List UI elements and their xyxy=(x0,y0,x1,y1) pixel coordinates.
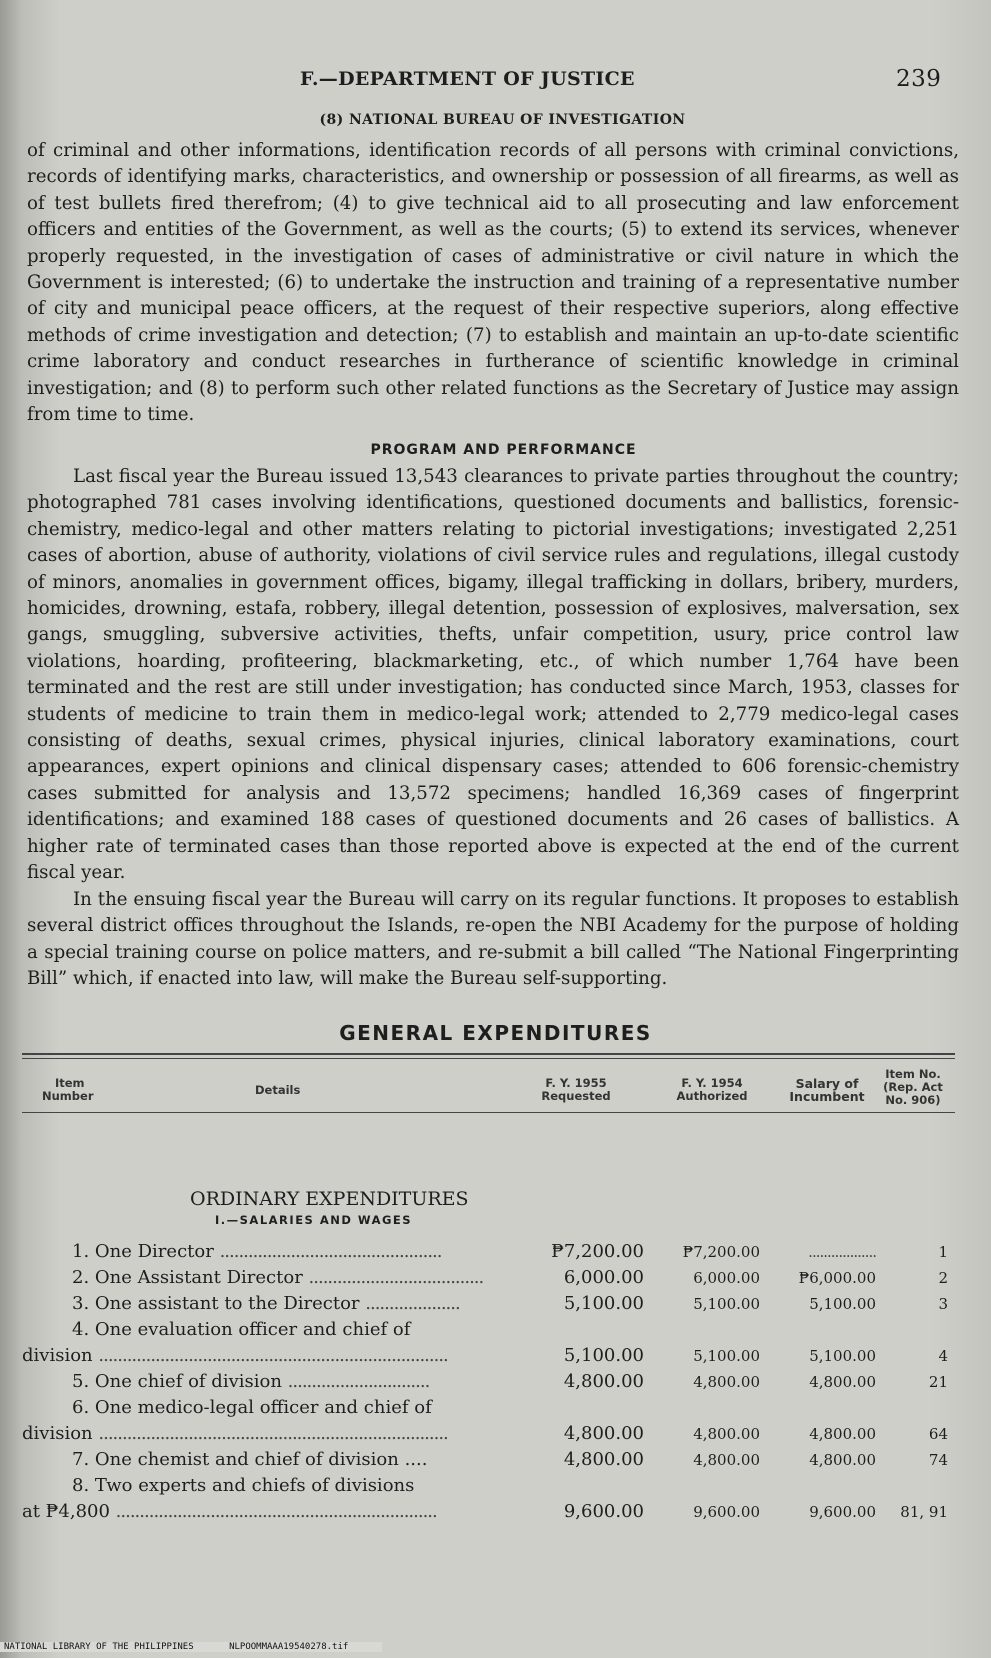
leader-dots: ..................................... xyxy=(308,1267,484,1288)
general-expenditures-heading: GENERAL EXPENDITURES xyxy=(339,1021,652,1045)
row-details-line1: 4. One evaluation officer and chief of xyxy=(72,1319,411,1340)
row-authorized: 9,600.00 xyxy=(693,1503,760,1521)
row-item-no: 2 xyxy=(938,1269,948,1287)
row-details xyxy=(22,1345,490,1366)
row-requested: 4,800.00 xyxy=(563,1371,644,1392)
leader-dots: .......................................................................... xyxy=(98,1345,448,1366)
table-top-rule-thin xyxy=(22,1058,955,1059)
row-requested: ₱7,200.00 xyxy=(551,1241,644,1262)
page-header xyxy=(0,62,991,98)
row-details xyxy=(72,1371,490,1392)
salaries-heading: I.—SALARIES AND WAGES xyxy=(215,1213,413,1227)
col-salary-line2: Incumbent xyxy=(789,1089,865,1104)
col-fy1955 xyxy=(534,1077,618,1103)
row-salary: 9,600.00 xyxy=(809,1503,876,1521)
row-salary: 4,800.00 xyxy=(809,1425,876,1443)
row-requested: 4,800.00 xyxy=(563,1423,644,1444)
col-fy1955-line2: Requested xyxy=(541,1089,611,1103)
table-row xyxy=(0,1267,991,1293)
row-item-no: 64 xyxy=(928,1425,948,1443)
table-row xyxy=(0,1241,991,1267)
row-item-no: 81, 91 xyxy=(900,1503,948,1521)
row-details-text: division xyxy=(22,1423,93,1444)
col-salary xyxy=(787,1077,867,1103)
table-row xyxy=(0,1423,991,1449)
row-salary: ₱6,000.00 xyxy=(798,1269,876,1287)
section-subtitle: (8) NATIONAL BUREAU OF INVESTIGATION xyxy=(319,112,686,128)
program-heading: PROGRAM AND PERFORMANCE xyxy=(370,442,637,458)
row-authorized: 4,800.00 xyxy=(693,1451,760,1469)
col-salary-line1: Salary of xyxy=(795,1076,859,1091)
table-row xyxy=(0,1449,991,1475)
performance-paragraph: Last fiscal year the Bureau issued 13,543 clearances to private parties throughout the country; photographed 781 cases involving identifications, questioned documents and ballistics, forensic-chemistry, medico-legal and other matters relating to pictorial investigations; investigated 2,251 cases of abortion, abuse of authority, violations of civil service rules and regulations, illegal custody of minors, anomalies in government offices, bigamy, illegal trafficking in dollars, bribery, murders, homicides, drowning, estafa, robbery, illegal detention, possession of explosives, malversation, sex gangs, smuggling, subversive activities, thefts, unfair competition, usury, price control law violations, hoarding, profiteering, blackmarketing, etc., of which number 1,764 have been terminated and the rest are still under investigation; has conducted since March, 1953, classes for students of medicine to train them in medico-legal work; attended to 2,779 medico-legal cases consisting of deaths, sexual crimes, physical injuries, clinical laboratory examinations, court appearances, expert opinions and clinical dispensary cases; attended to 606 forensic-chemistry cases submitted for analysis and 13,572 specimens; handled 16,369 cases of fingerprint identifications; and examined 188 cases of questioned documents and 26 cases of ballistics. A higher rate of terminated cases than those reported above is expected at the end of the current fiscal year. xyxy=(27,466,959,884)
row-salary: 4,800.00 xyxy=(809,1451,876,1469)
row-requested: 5,100.00 xyxy=(563,1345,644,1366)
row-item-no: 4 xyxy=(938,1347,948,1365)
row-details xyxy=(72,1293,490,1314)
table-header-rule xyxy=(22,1112,955,1113)
row-details xyxy=(72,1267,490,1288)
page-number: 239 xyxy=(896,66,942,92)
row-authorized: 5,100.00 xyxy=(693,1295,760,1313)
footer-file: NLPOOMMAAA19540278.tif xyxy=(229,1642,349,1652)
row-details xyxy=(72,1241,490,1262)
row-details xyxy=(22,1423,490,1444)
col-item-number-line2: Number xyxy=(42,1089,94,1103)
leader-dots: .............................. xyxy=(287,1371,430,1392)
leader-dots: .................. xyxy=(808,1243,876,1261)
table-row xyxy=(0,1371,991,1397)
row-salary: 5,100.00 xyxy=(809,1347,876,1365)
table-top-rule xyxy=(22,1053,955,1055)
row-authorized: ₱7,200.00 xyxy=(682,1243,760,1261)
table-row xyxy=(0,1345,991,1371)
intro-paragraph: of criminal and other informations, identification records of all persons with criminal convictions, records of identifying marks, characteristics, and ownership or possession of all firearms, as well as of test bullets fired therefrom; (4) to give technical aid to all prosecuting and law enforcement officers and entities of the Government, as well as the courts; (5) to extend its services, whenever properly requested, in the investigation of cases of administrative or civil nature in which the Government is interested; (6) to undertake the instruction and training of a representative number of city and municipal peace officers, at the request of their respective superiors, along effective methods of crime investigation and detection; (7) to establish and maintain an up-to-date scientific crime laboratory and conduct researches in furtherance of scientific knowledge in criminal investigation; and (8) to perform such other related functions as the Secretary of Justice may assign from time to time. xyxy=(27,140,959,426)
row-requested: 4,800.00 xyxy=(563,1449,644,1470)
leader-dots: ............................................... xyxy=(219,1241,442,1262)
row-requested: 9,600.00 xyxy=(563,1501,644,1522)
col-item-number-line1: Item xyxy=(54,1076,85,1090)
leader-dots: .......................................................................... xyxy=(98,1423,448,1444)
row-item-no: 3 xyxy=(938,1295,948,1313)
row-details-line1: 8. Two experts and chiefs of divisions xyxy=(72,1475,415,1496)
col-item-no-line1: Item No. xyxy=(885,1067,941,1081)
row-details-text: 2. One Assistant Director xyxy=(72,1267,303,1288)
row-details-text: division xyxy=(22,1345,93,1366)
row-details: 7. One chemist and chief of division .... xyxy=(72,1449,428,1470)
row-details-text: 1. One Director xyxy=(72,1241,214,1262)
row-requested: 6,000.00 xyxy=(563,1267,644,1288)
col-fy1954-line2: Authorized xyxy=(676,1089,748,1103)
row-requested: 5,100.00 xyxy=(563,1293,644,1314)
col-details: Details xyxy=(255,1083,301,1097)
footer-library: NATIONAL LIBRARY OF THE PHILIPPINES xyxy=(4,1642,194,1652)
row-salary xyxy=(780,1243,876,1261)
row-details-text: at ₱4,800 xyxy=(22,1501,110,1522)
row-details xyxy=(22,1501,490,1522)
leader-dots: .................... xyxy=(365,1293,460,1314)
table-row xyxy=(0,1293,991,1319)
row-authorized: 4,800.00 xyxy=(693,1425,760,1443)
ordinary-expenditures-heading: ORDINARY EXPENDITURES xyxy=(190,1188,469,1210)
row-item-no: 21 xyxy=(928,1373,948,1391)
table-row xyxy=(0,1501,991,1527)
page-title: F.—DEPARTMENT OF JUSTICE xyxy=(300,68,635,90)
row-authorized: 5,100.00 xyxy=(693,1347,760,1365)
col-fy1955-line1: F. Y. 1955 xyxy=(545,1076,607,1090)
col-item-no xyxy=(875,1068,951,1107)
col-item-no-line2: (Rep. Act xyxy=(883,1080,943,1094)
row-authorized: 4,800.00 xyxy=(693,1373,760,1391)
row-salary: 5,100.00 xyxy=(809,1295,876,1313)
row-details-line1: 6. One medico-legal officer and chief of xyxy=(72,1397,432,1418)
col-item-number xyxy=(42,1077,94,1103)
row-salary: 4,800.00 xyxy=(809,1373,876,1391)
col-fy1954-line1: F. Y. 1954 xyxy=(681,1076,743,1090)
row-item-no: 74 xyxy=(928,1451,948,1469)
row-authorized: 6,000.00 xyxy=(693,1269,760,1287)
col-fy1954 xyxy=(668,1077,756,1103)
row-details-text: 5. One chief of division xyxy=(72,1371,282,1392)
ensuing-paragraph: In the ensuing fiscal year the Bureau will carry on its regular functions. It proposes to establish several district offices throughout the Islands, re-open the NBI Academy for the purpose of holding a special training course on police matters, and re-submit a bill called “The National Fingerprinting Bill” which, if enacted into law, will make the Bureau self-supporting. xyxy=(27,889,959,990)
scan-footer xyxy=(0,1642,382,1652)
row-details-text: 3. One assistant to the Director xyxy=(72,1293,360,1314)
col-item-no-line3: No. 906) xyxy=(885,1093,941,1107)
leader-dots: .................................................................... xyxy=(115,1501,437,1522)
row-item-no: 1 xyxy=(938,1243,948,1261)
